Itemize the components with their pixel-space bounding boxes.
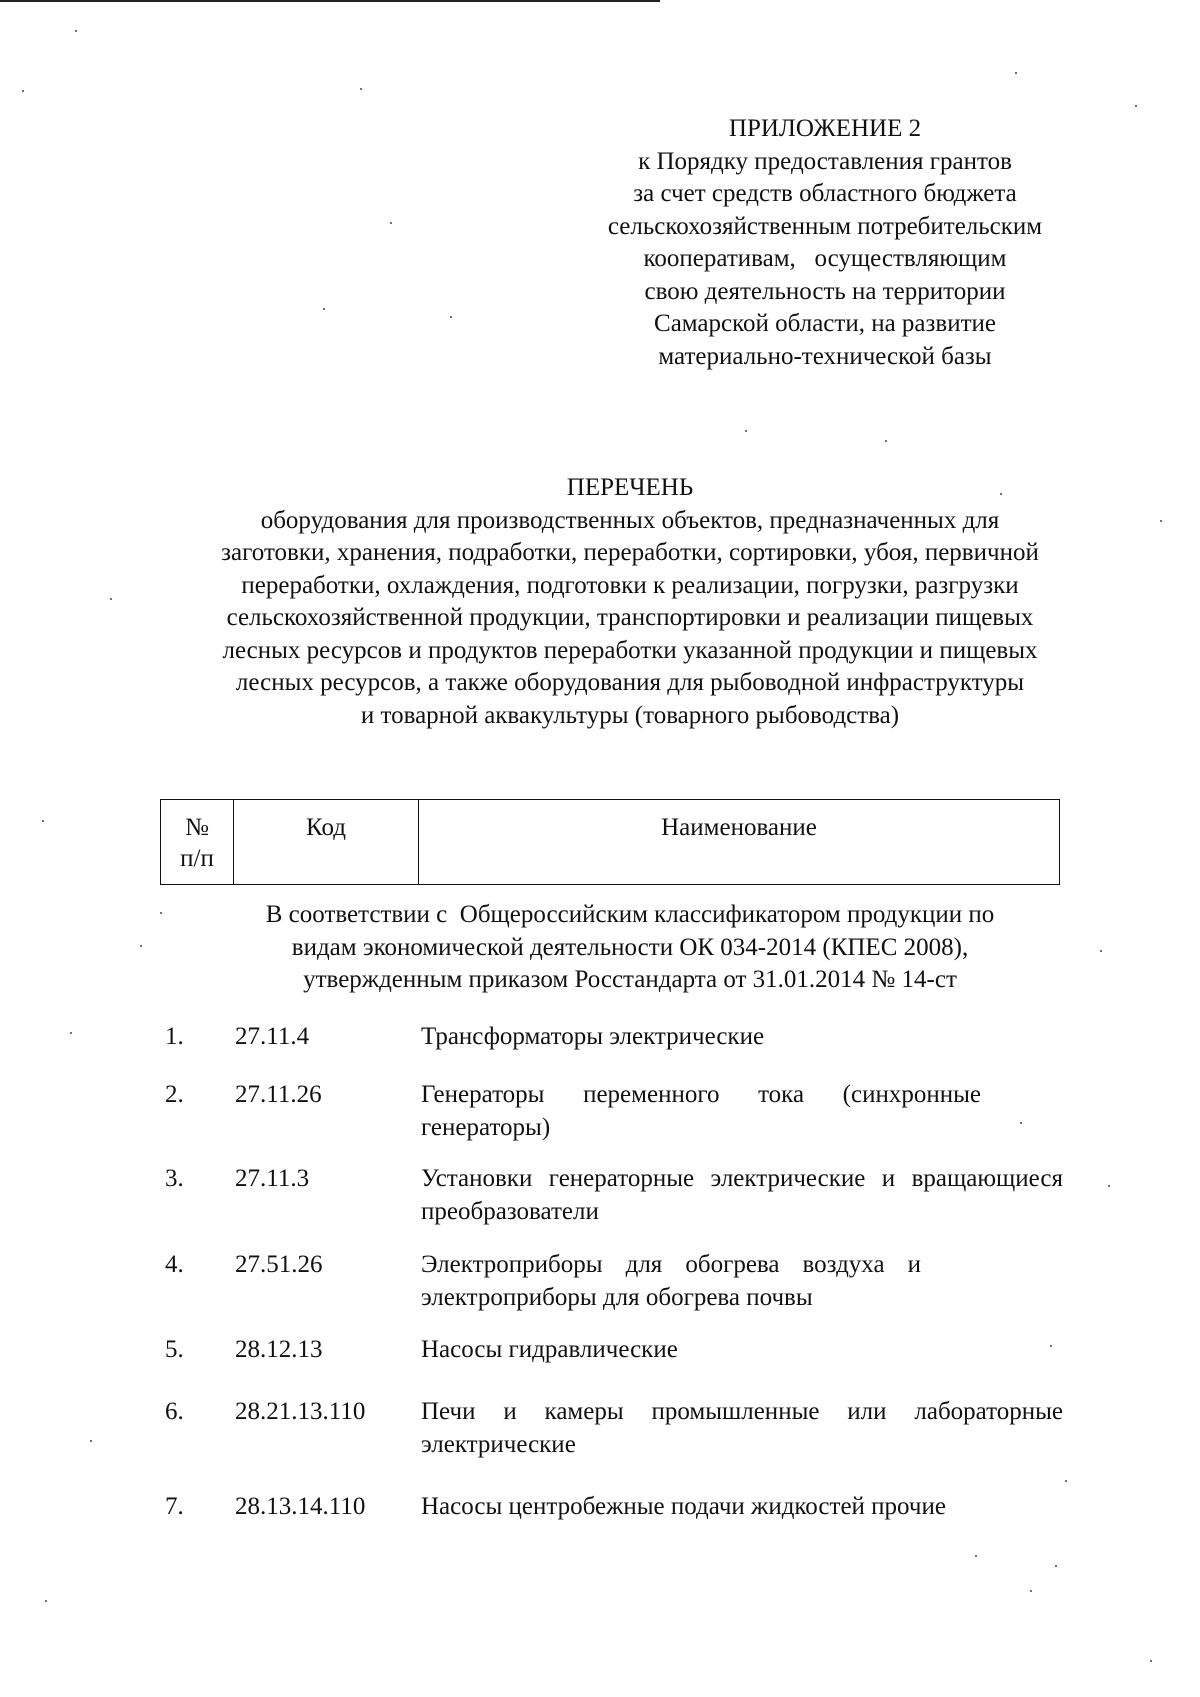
item-name: Установки генераторные электрические и вращающиеся преобразователи [421, 1165, 1063, 1225]
appendix-line: материально-технической базы [658, 342, 992, 370]
classifier-note-line: утвержденным приказом Росстандарта от 31.01.2014 № 14-ст [303, 966, 957, 993]
document-title-block [150, 472, 1110, 732]
appendix-line: за счет средств областного бюджета [633, 180, 1017, 207]
appendix-line: Самарской области, на развитие [654, 310, 996, 337]
item-code: 28.12.13 [235, 1336, 323, 1363]
classifier-note [150, 899, 1110, 997]
item-number: 1. [165, 1023, 184, 1050]
appendix-title: ПРИЛОЖЕНИЕ 2 [728, 115, 922, 142]
classifier-note-line: В соответствии с Общероссийским классификатором продукции по [265, 901, 995, 928]
scan-speck [1055, 1565, 1057, 1567]
document-subtitle-line: лесных ресурсов, а также оборудования для рыбоводной инфраструктуры [235, 669, 1025, 696]
item-code: 27.11.4 [235, 1023, 310, 1050]
scan-speck [360, 88, 362, 90]
item-name: Электроприборы для обогрева воздуха и электроприборы для обогрева почвы [421, 1251, 921, 1311]
appendix-header [560, 113, 1090, 373]
document-subtitle-line: и товарной аквакультуры (товарного рыбоводства) [360, 701, 900, 729]
item-code: 28.13.14.110 [235, 1493, 366, 1520]
scan-speck [1135, 105, 1137, 107]
scan-speck [70, 1032, 72, 1034]
table-header-row [161, 800, 1060, 885]
item-number: 4. [165, 1251, 184, 1278]
scan-speck [1150, 1660, 1152, 1662]
scan-speck [140, 945, 142, 947]
scan-speck [1100, 950, 1102, 952]
header-number-label: п/п [180, 845, 214, 872]
appendix-line: к Порядку предоставления грантов [638, 147, 1012, 175]
scan-speck [160, 912, 162, 914]
item-code: 28.21.13.110 [235, 1398, 366, 1425]
appendix-line: сельскохозяйственным потребительским [607, 212, 1043, 240]
scan-speck [110, 598, 112, 600]
item-name: Трансформаторы электрические [421, 1023, 765, 1050]
scan-speck [45, 1600, 47, 1602]
document-subtitle-line: заготовки, хранения, подработки, переработки, сортировки, убоя, первичной [221, 539, 1039, 566]
scan-speck [1108, 1185, 1110, 1187]
scan-speck [975, 1555, 977, 1557]
header-cell-name: Наименование [419, 800, 1060, 885]
item-number: 2. [165, 1081, 184, 1108]
header-number-symbol: № [185, 814, 209, 841]
item-number: 7. [165, 1493, 184, 1520]
item-number: 6. [165, 1398, 184, 1425]
table-header [160, 799, 1060, 885]
scan-speck [90, 1440, 92, 1442]
scan-speck [1050, 1345, 1052, 1347]
document-subtitle-line: переработки, охлаждения, подготовки к реализации, погрузки, разгрузки [241, 571, 1019, 599]
scan-speck [42, 820, 44, 822]
item-name: Печи и камеры промышленные или лабораторные электрические [421, 1398, 1063, 1458]
document-subtitle-line: лесных ресурсов и продуктов переработки указанной продукции и пищевых [222, 636, 1038, 664]
scan-speck [22, 90, 24, 92]
scan-speck [1015, 72, 1017, 74]
scan-speck [75, 30, 77, 32]
appendix-line: свою деятельность на территории [644, 277, 1006, 305]
document-subtitle-line: сельскохозяйственной продукции, транспортировки и реализации пищевых [226, 604, 1034, 631]
item-code: 27.51.26 [235, 1251, 323, 1278]
scan-speck [1030, 1590, 1032, 1592]
document-subtitle-line: оборудования для производственных объектов, предназначенных для [260, 506, 1000, 534]
item-name: Насосы центробежные подачи жидкостей прочие [421, 1493, 946, 1520]
scan-speck [1020, 1122, 1022, 1124]
scan-speck [390, 222, 392, 224]
item-number: 3. [165, 1165, 184, 1192]
header-cell-code: Код [234, 800, 419, 885]
header-cell-number [161, 800, 234, 885]
scan-speck [1065, 1480, 1067, 1482]
item-number: 5. [165, 1336, 184, 1363]
document-title: ПЕРЕЧЕНЬ [566, 474, 694, 501]
top-border-line [0, 0, 660, 2]
classifier-note-line: видам экономической деятельности ОК 034-2014 (КПЕС 2008), [291, 933, 969, 961]
scan-speck [323, 308, 325, 310]
item-name: Насосы гидравлические [421, 1336, 678, 1363]
item-name: Генераторы переменного тока (синхронные генераторы) [421, 1081, 981, 1141]
item-code: 27.11.26 [235, 1081, 322, 1108]
item-code: 27.11.3 [235, 1165, 310, 1192]
scan-speck [1160, 520, 1162, 522]
scan-speck [450, 316, 452, 318]
scan-speck [885, 440, 887, 442]
scan-speck [745, 430, 747, 432]
scan-speck [1000, 493, 1002, 495]
appendix-line: кооперативам, осуществляющим [643, 245, 1007, 272]
